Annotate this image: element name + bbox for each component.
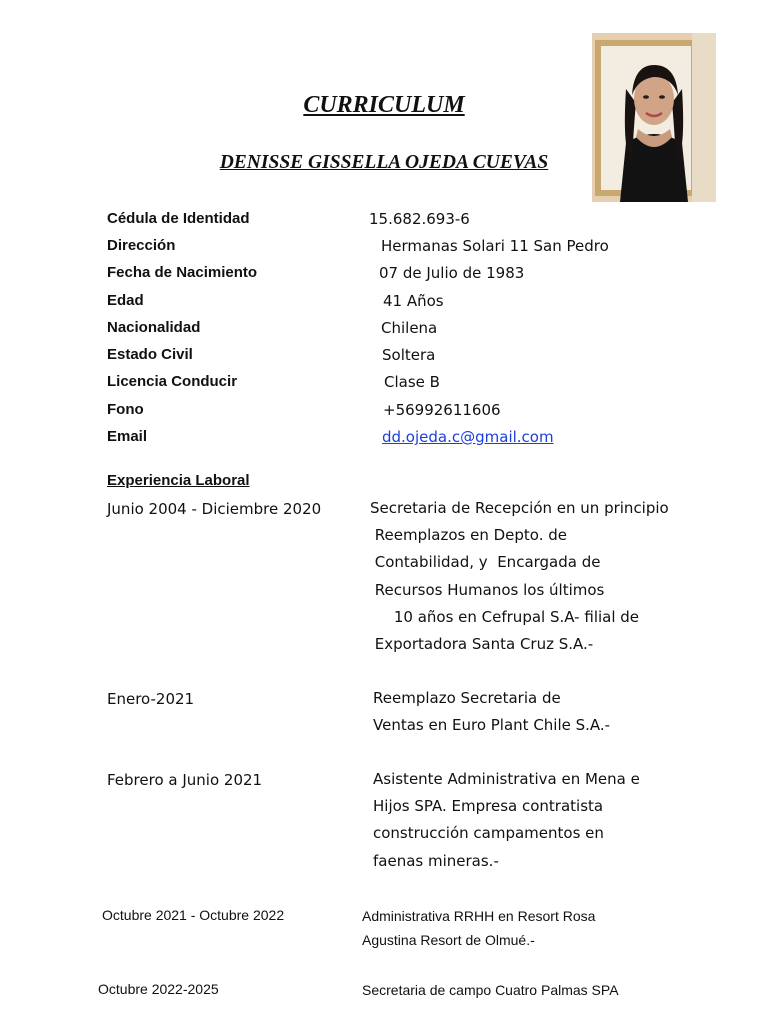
label-edad: Edad [107,292,144,309]
value-edad: 41 Años [383,292,444,310]
job-description: Administrativa RRHH en Resort Rosa Agustina Resort de Olmué.- [362,908,596,948]
label-estado-civil: Estado Civil [107,346,193,363]
label-nacionalidad: Nacionalidad [107,319,201,336]
candidate-name: DENISSE GISSELLA OJEDA CUEVAS [219,152,549,173]
job-dates: Junio 2004 - Diciembre 2020 [107,500,322,518]
job-dates: Febrero a Junio 2021 [107,771,263,789]
value-fono: +56992611606 [383,401,501,419]
job-description: Asistente Administrativa en Mena e Hijos SPA. Empresa contratista construcción campamentos en faenas mineras.- [373,770,640,870]
profile-photo [592,33,716,202]
document-title: CURRICULUM [303,92,465,118]
label-email: Email [107,428,148,445]
job-dates: Octubre 2021 - Octubre 2022 [102,907,285,923]
value-nacionalidad: Chilena [381,319,438,337]
value-estado-civil: Soltera [382,346,436,364]
job-description: Secretaria de Recepción en un principio Reemplazos en Depto. de Contabilidad, y Encargada de Recursos Humanos los últimos 10 años en Cefrupal S.A- filial de Exportadora Santa Cruz S.A.- [370,499,669,654]
job-description: Secretaria de campo Cuatro Palmas SPA [362,982,619,998]
label-direccion: Dirección [107,237,176,254]
job-dates: Enero-2021 [107,690,195,708]
email-link[interactable]: dd.ojeda.c@gmail.com [382,428,554,446]
value-direccion: Hermanas Solari 11 San Pedro [381,237,609,255]
portrait-illustration [592,33,716,202]
job-description: Reemplazo Secretaria de Ventas en Euro Plant Chile S.A.- [373,689,611,735]
label-cedula: Cédula de Identidad [107,210,250,227]
value-licencia: Clase B [384,373,440,391]
value-fecha-nacimiento: 07 de Julio de 1983 [379,264,525,282]
label-licencia: Licencia Conducir [107,373,238,390]
value-cedula: 15.682.693-6 [369,210,470,228]
section-heading-experiencia: Experiencia Laboral [107,472,250,489]
label-fecha-nacimiento: Fecha de Nacimiento [107,264,258,281]
label-fono: Fono [107,401,144,418]
job-dates: Octubre 2022-2025 [98,981,219,997]
